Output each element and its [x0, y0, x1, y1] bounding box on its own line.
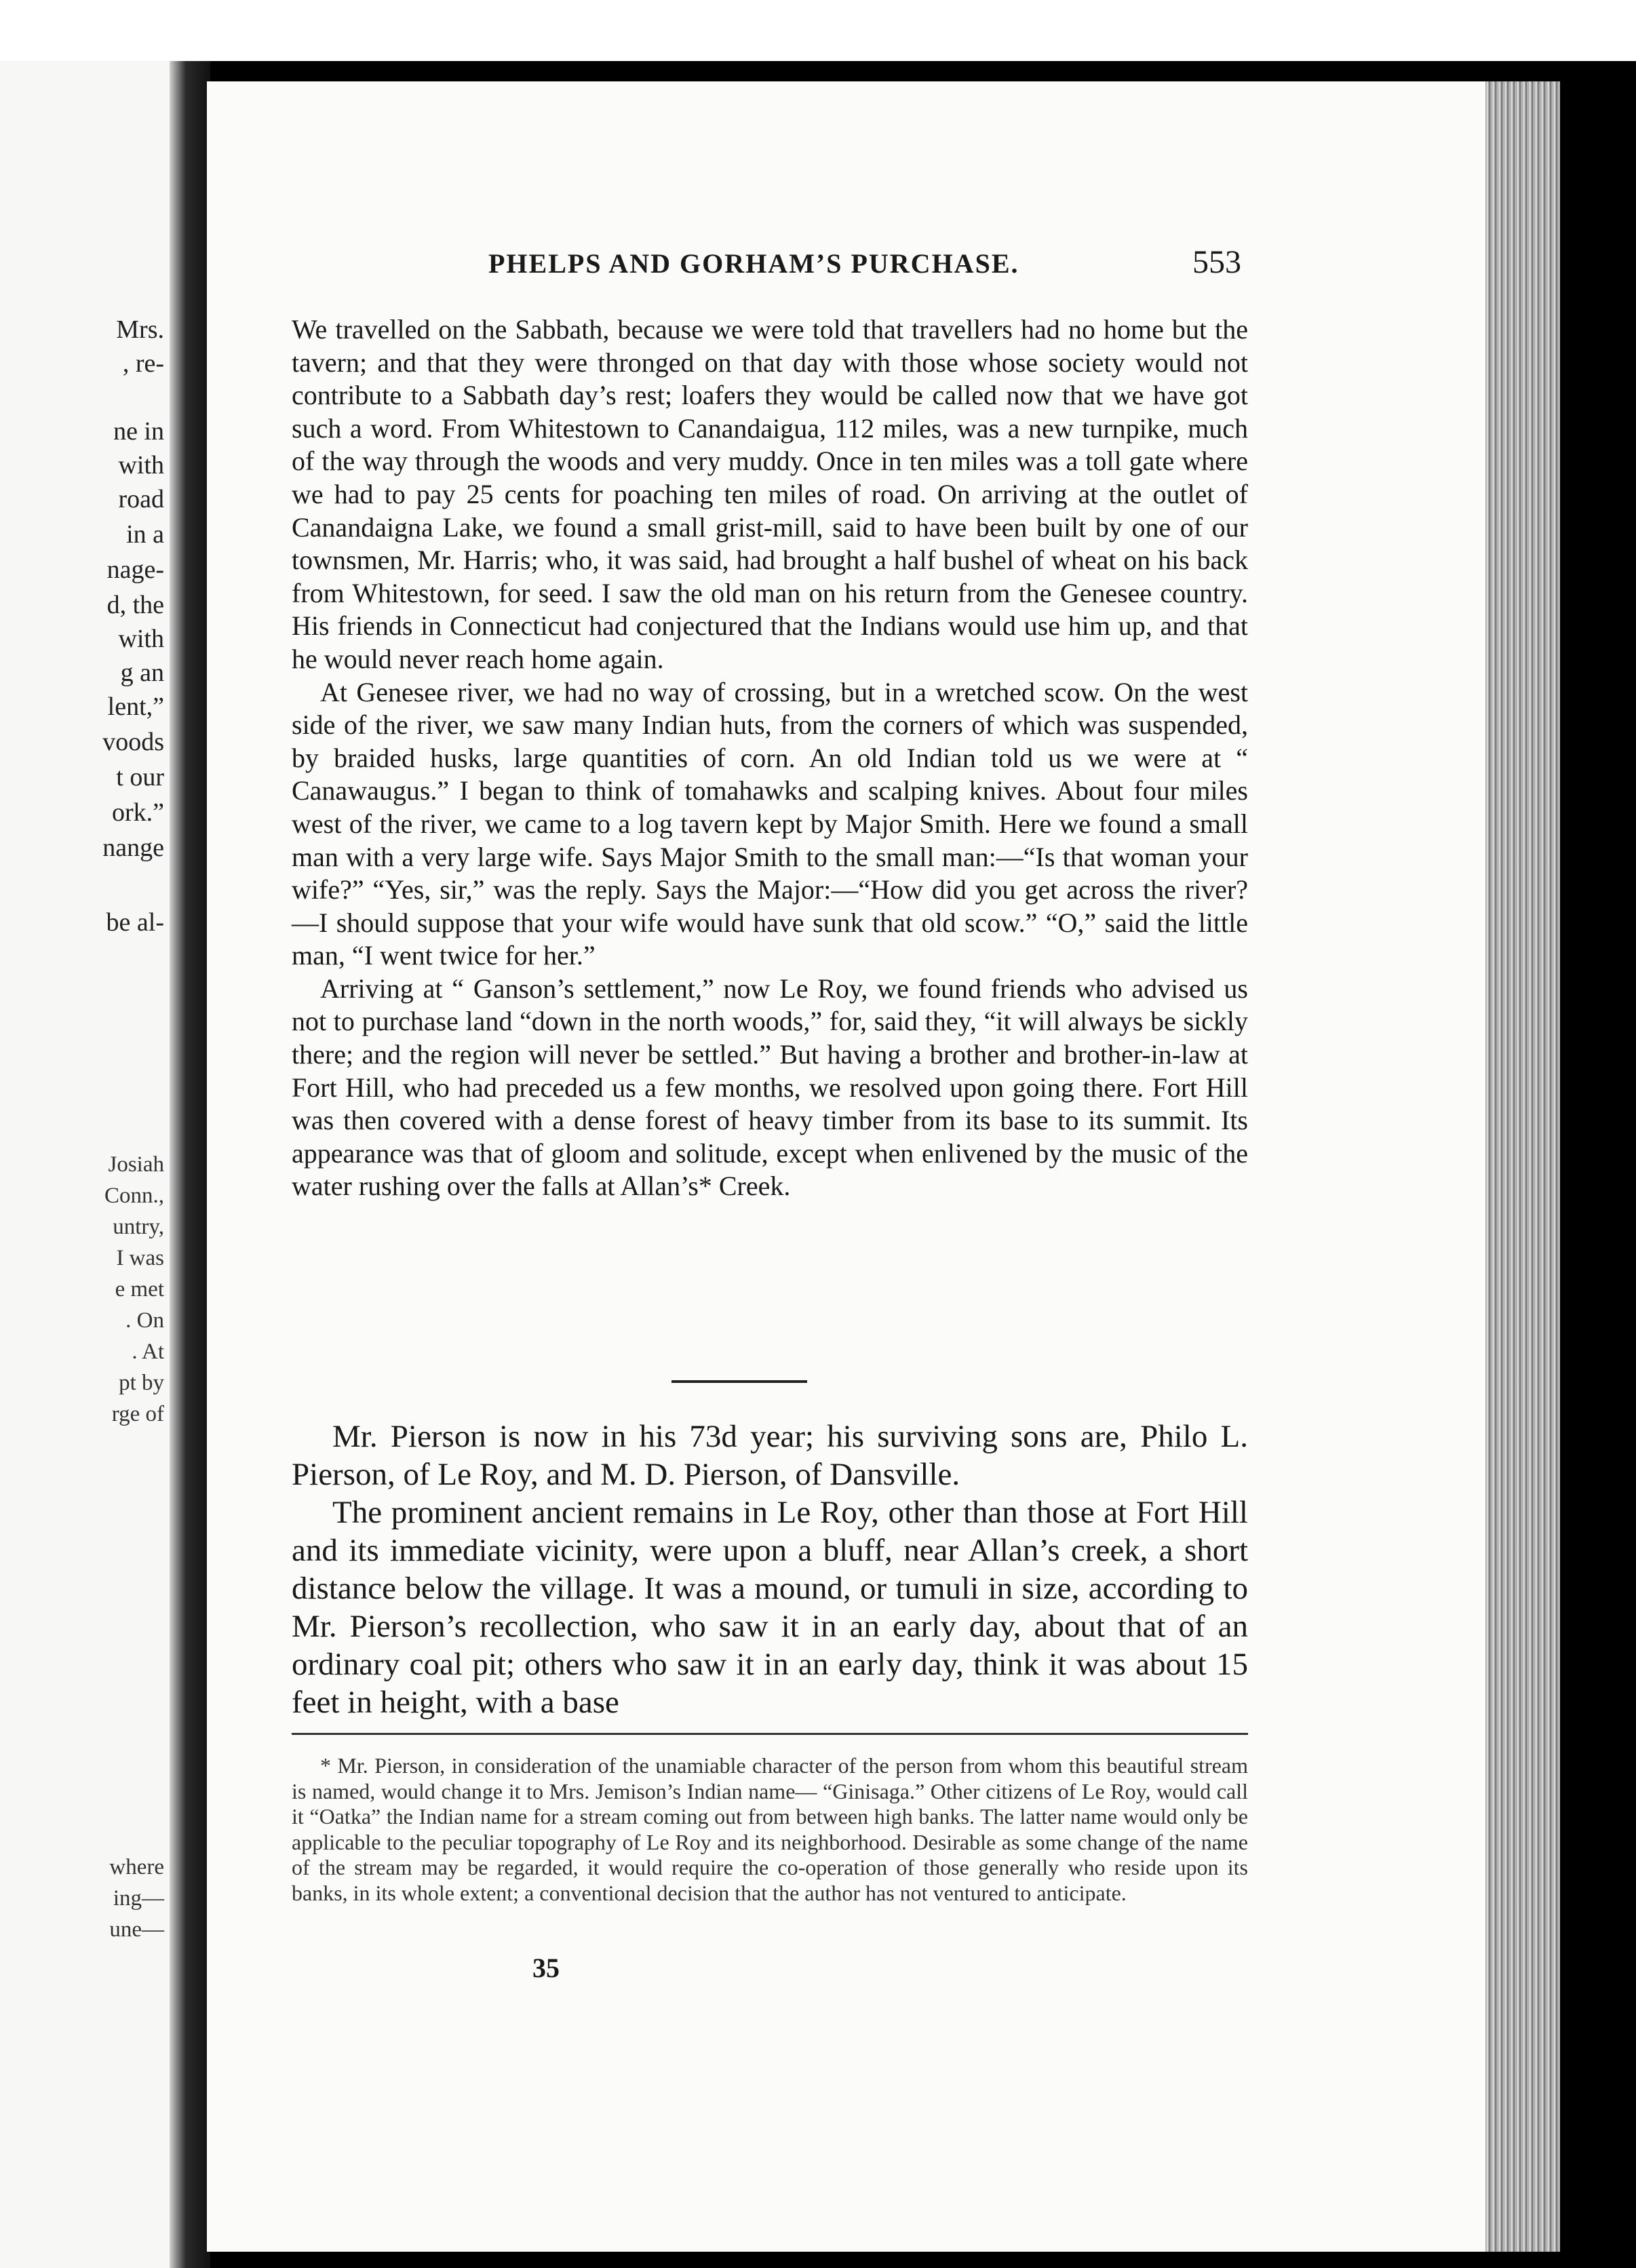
facing-page-fragment: with [118, 451, 164, 480]
facing-page-fragment: une— [109, 1917, 164, 1942]
footnote-rule [292, 1733, 1248, 1735]
facing-page-fragment: voods [102, 728, 164, 756]
narrative-text [292, 1418, 1248, 1721]
facing-page-edge [0, 61, 170, 2268]
facing-page-fragment: . On [125, 1308, 164, 1333]
facing-page-fragment: rge of [111, 1402, 164, 1426]
facing-page-fragment: untry, [113, 1215, 164, 1239]
facing-page-fragment: nage- [106, 555, 164, 584]
letter-paragraph: We travelled on the Sabbath, because we were told that travellers had no home but the tavern; and that they were thronged on that day with those whose society would not contribute to a Sabbath day’s rest; loafers they would be called now that we have got such a word. From Whitestown to Canandaigua, 112 miles, was a new turnpike, much of the way through the woods and very muddy. Once in ten miles was a toll gate where we had to pay 25 cents for poaching ten miles of road. On arriving at the outlet of Canandaigna Lake, we found a small grist-mill, said to have been built by one of our townsmen, Mr. Harris; who, it was said, had brought a half bushel of wheat on his back from Whitestown, for seed. I saw the old man on his return from the Genesee country. His friends in Connecticut had conjectured that the Indians would use him up, and that he would never reach home again. [292, 314, 1248, 674]
page-edges [1485, 81, 1560, 2252]
facing-page-fragment: Josiah [108, 1152, 164, 1177]
facing-page-fragment: nange [102, 834, 164, 862]
narrative-paragraph: Mr. Pierson is now in his 73d year; his surviving sons are, Philo L. Pierson, of Le Roy, and M. D. Pierson, of Dansville. [292, 1419, 1248, 1492]
facing-page-fragment: , re- [122, 349, 164, 378]
page-number: 553 [1192, 244, 1241, 280]
letter-paragraph: Arriving at “ Ganson’s settlement,” now Le Roy, we found friends who advised us not to purchase land “down in the north woods,” for, said they, “it will always be sickly there; and the region will never be settled.” But having a brother and brother-in-law at Fort Hill, who had preceded us a few months, we resolved upon going there. Fort Hill was then covered with a dense forest of heavy timber from its base to its summit. Its appearance was that of gloom and solitude, except when enlivened by the music of the water rushing over the falls at Allan’s* Creek. [292, 973, 1248, 1202]
facing-page-fragment: t our [116, 763, 164, 791]
facing-page-fragment: road [118, 485, 164, 513]
facing-page-fragment: with [118, 625, 164, 653]
facing-page-fragment: be al- [106, 908, 164, 937]
footnote [292, 1753, 1248, 1906]
facing-page-fragment: ne in [113, 417, 164, 446]
facing-page-fragment: e met [115, 1277, 164, 1302]
facing-page-fragment: where [109, 1855, 164, 1879]
facing-page-fragment: pt by [119, 1371, 164, 1395]
facing-page-fragment: g an [120, 659, 164, 687]
footnote-text: * Mr. Pierson, in consideration of the unamiable character of the person from whom this beautiful stream is named, would change it to Mrs. Jemison’s Indian name— “Ginisaga.” Other citizens of Le Roy, would call it “Oatka” the Indian name for a stream coming out from between high banks. The latter name would only be applicable to the peculiar topography of Le Roy and its neighborhood. Desirable as some change of the name of the stream may be regarded, it would require the co-operation of those generally who reside upon its banks, in its whole extent; a conventional decision that the author has not ventured to anticipate. [292, 1753, 1248, 1905]
letter-paragraph: At Genesee river, we had no way of crossing, but in a wretched scow. On the west side of the river, we saw many Indian huts, from the corners of which was suspended, by braided husks, large quantities of corn. An old Indian told us we were at “ Canawaugus.” I began to think of tomahawks and scalping knives. About four miles west of the river, we came to a log tavern kept by Major Smith. Here we found a small man with a very large wife. Says Major Smith to the small man:—“Is that woman your wife?” “Yes, sir,” was the reply. Says the Major:—“How did you get across the river?—I should suppose that your wife would have sunk that old scow.” “O,” said the little man, “I went twice for her.” [292, 676, 1248, 971]
facing-page-fragment: . At [132, 1340, 164, 1364]
facing-page-fragment: Conn., [104, 1184, 164, 1208]
scan-top-margin [0, 0, 1636, 61]
facing-page-fragment: lent,” [107, 692, 164, 721]
facing-page-fragment: ork.” [111, 798, 164, 827]
facing-page-fragment: I was [116, 1246, 164, 1270]
facing-page-fragment: in a [126, 520, 164, 549]
running-title: PHELPS AND GORHAM’S PURCHASE. [488, 248, 1019, 279]
signature-mark: 35 [532, 1953, 560, 1983]
running-head [292, 244, 1255, 288]
facing-page-fragment: d, the [106, 591, 164, 619]
narrative-paragraph: The prominent ancient remains in Le Roy, other than those at Fort Hill and its immediate vicinity, were upon a bluff, near Allan’s creek, a short distance below the village. It was a mound, or tumuli in size, according to Mr. Pierson’s recollection, who saw it in an early day, about that of an ordinary coal pit; others who saw it in an early day, think it was about 15 feet in height, with a base [292, 1495, 1248, 1720]
section-divider [671, 1380, 807, 1383]
facing-page-fragment: ing— [113, 1886, 164, 1911]
facing-page-fragment: Mrs. [116, 315, 164, 344]
book-gutter [170, 61, 210, 2268]
quoted-letter [292, 313, 1248, 1203]
